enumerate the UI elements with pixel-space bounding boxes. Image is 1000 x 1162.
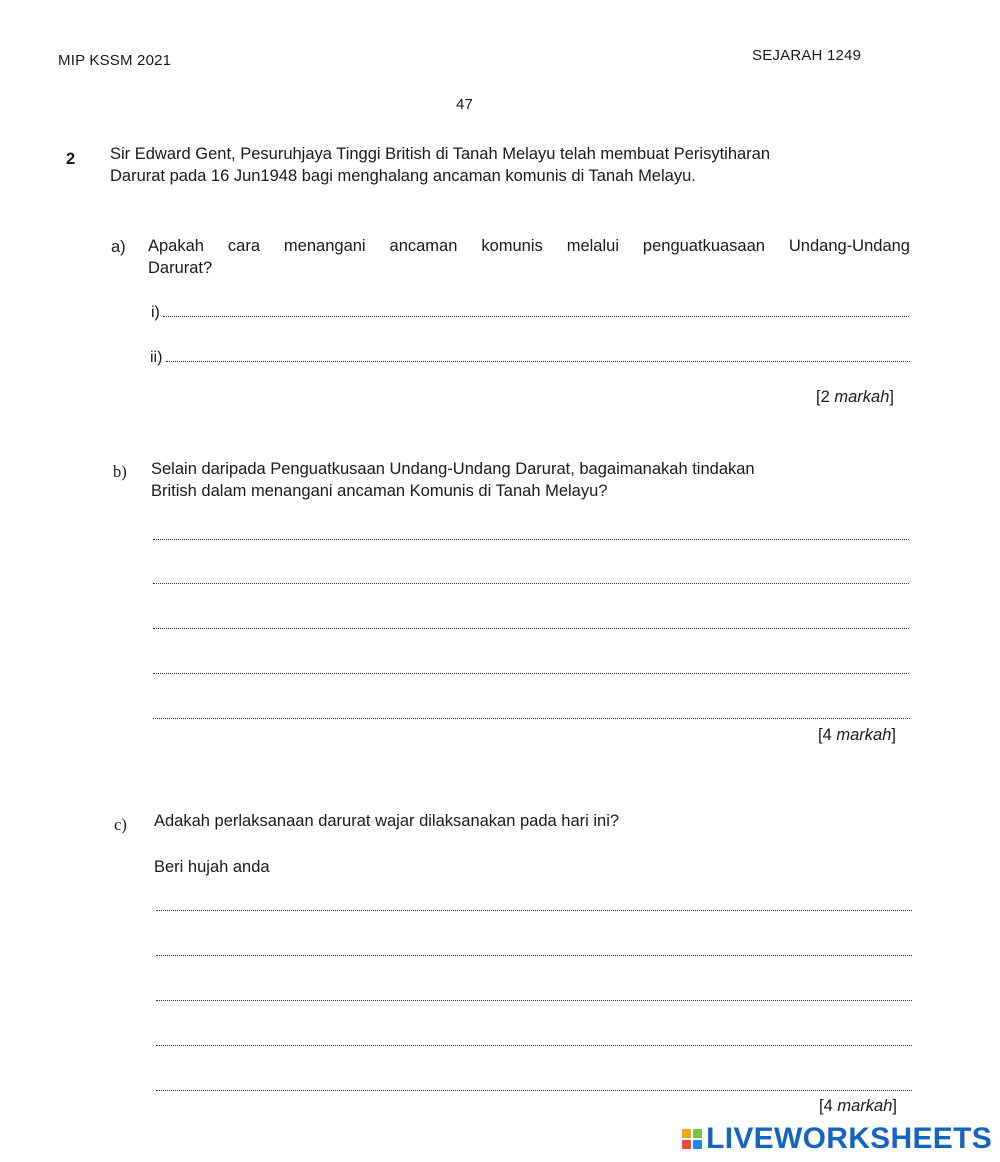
part-b-label: b) xyxy=(113,462,127,481)
question-intro-line1: Sir Edward Gent, Pesuruhjaya Tinggi British di Tanah Melayu telah membuat Perisytiharan xyxy=(110,145,771,163)
part-c-answer-line-4[interactable] xyxy=(156,1045,912,1046)
part-a-answer-i-line[interactable] xyxy=(163,316,909,317)
part-a-label: a) xyxy=(111,238,126,256)
part-c-answer-line-1[interactable] xyxy=(156,910,912,911)
header-right: SEJARAH 1249 xyxy=(752,47,862,64)
part-b-answer-line-5[interactable] xyxy=(153,718,910,719)
part-a-answer-ii-label: ii) xyxy=(150,349,163,366)
part-b-question-line1: Selain daripada Penguatkusaan Undang-Undang Darurat, bagaimanakah tindakan xyxy=(151,460,755,478)
part-a-answer-ii-line[interactable] xyxy=(166,361,910,362)
part-b-answer-line-3[interactable] xyxy=(153,628,909,629)
question-intro-line2: Darurat pada 16 Jun1948 bagi menghalang ancaman komunis di Tanah Melayu. xyxy=(110,167,696,185)
part-c-question-line1: Adakah perlaksanaan darurat wajar dilaksanakan pada hari ini? xyxy=(154,812,620,830)
part-c-answer-line-5[interactable] xyxy=(156,1090,912,1091)
part-c-question-line2: Beri hujah anda xyxy=(154,858,270,876)
part-a-answer-i-label: i) xyxy=(151,304,160,321)
liveworksheets-logo xyxy=(682,1122,992,1156)
liveworksheets-logo-text: LIVEWORKSHEETS xyxy=(706,1122,992,1155)
page-number: 47 xyxy=(456,96,474,113)
part-c-marks: [4 markah] xyxy=(819,1097,897,1115)
part-b-answer-line-4[interactable] xyxy=(153,673,909,674)
question-number: 2 xyxy=(66,150,76,168)
part-b-marks: [4 markah] xyxy=(818,726,896,744)
part-b-answer-line-1[interactable] xyxy=(153,539,909,540)
part-a-marks: [2 markah] xyxy=(816,388,894,406)
header-left: MIP KSSM 2021 xyxy=(58,52,172,69)
part-b-question-line2: British dalam menangani ancaman Komunis di Tanah Melayu? xyxy=(151,482,608,500)
part-c-answer-line-3[interactable] xyxy=(156,1000,912,1001)
part-b-answer-line-2[interactable] xyxy=(153,583,909,584)
part-c-answer-line-2[interactable] xyxy=(156,955,912,956)
part-a-question-line1: Apakah cara menangani ancaman komunis melalui penguatkuasaan Undang-Undang xyxy=(148,237,910,255)
part-a-question-line2: Darurat? xyxy=(148,259,213,277)
part-c-label: c) xyxy=(114,815,127,834)
liveworksheets-logo-icon xyxy=(682,1129,702,1149)
